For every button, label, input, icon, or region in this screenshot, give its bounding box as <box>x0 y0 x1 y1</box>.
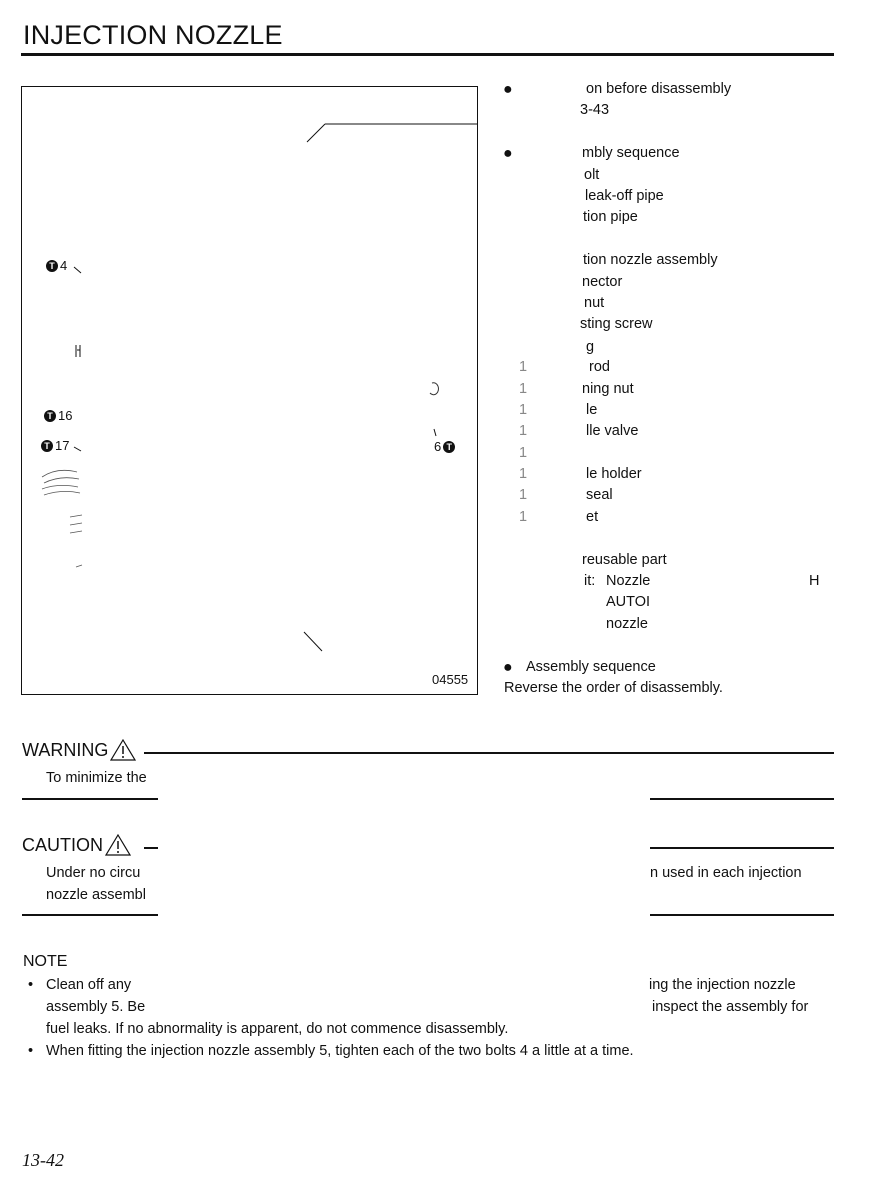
list-item: ning nut <box>582 381 634 397</box>
figure-code: 04555 <box>432 672 469 687</box>
callout-17: T 17 <box>41 438 69 453</box>
note-bullet1-line2-left: assembly 5. Be <box>46 999 146 1015</box>
caution-text-right: n used in each injection <box>650 865 802 881</box>
list-number-fragment: 1 <box>519 381 528 397</box>
list-number-fragment: 1 <box>519 509 528 525</box>
section3-text: Reverse the order of disassembly. <box>504 680 723 696</box>
warning-triangle-icon <box>110 739 136 761</box>
warning-label: WARNING <box>22 740 109 760</box>
callout-6: 6 T <box>434 439 455 454</box>
section3-heading: Assembly sequence <box>526 659 656 675</box>
note-bullet1-line3: fuel leaks. If no abnormality is apparent, do not commence disassembly. <box>46 1021 509 1037</box>
list-number-fragment: 1 <box>519 466 528 482</box>
list-item: le holder <box>586 466 642 482</box>
caution-text-left: Under no circu <box>46 865 141 881</box>
torque-icon: T <box>443 441 455 453</box>
note-bullet1-line1-left: Clean off any <box>46 977 132 993</box>
list-item: mbly sequence <box>582 145 680 161</box>
page-number: 13-42 <box>22 1150 64 1170</box>
list-number-fragment: 1 <box>519 423 528 439</box>
caution-label: CAUTION <box>22 835 103 855</box>
bullet-icon: ● <box>503 659 513 676</box>
list-item: reusable part <box>582 552 667 568</box>
list-item: seal <box>586 487 613 503</box>
bullet-marker: • <box>28 977 34 993</box>
list-item: g <box>586 339 595 355</box>
list-number-fragment: 1 <box>519 402 528 418</box>
torque-icon: T <box>44 410 56 422</box>
occlusion-mask <box>158 762 650 924</box>
list-item: tion nozzle assembly <box>583 252 718 268</box>
bullet-icon: ● <box>503 145 513 162</box>
list-item: Nozzle <box>606 573 651 589</box>
list-item: tion pipe <box>583 209 638 225</box>
note-label: NOTE <box>23 953 68 970</box>
list-item: AUTOI <box>606 594 651 610</box>
warning-top-rule <box>144 752 834 754</box>
list-item: rod <box>589 359 610 375</box>
list-item: sting screw <box>580 316 653 332</box>
list-item: nut <box>584 295 605 311</box>
bullet-icon: ● <box>503 81 513 98</box>
list-item: olt <box>584 167 600 183</box>
section1-line2: 3-43 <box>580 102 610 118</box>
note-bullet1-line1-right: ing the injection nozzle <box>649 977 796 993</box>
list-item: nozzle <box>606 616 648 632</box>
occlusion-mask <box>158 974 648 1014</box>
section1-line1: on before disassembly <box>586 81 732 97</box>
warning-text: To minimize the <box>46 770 147 786</box>
list-number-fragment: 1 <box>519 359 528 375</box>
list-number-fragment: 1 <box>519 487 528 503</box>
list-item: it: <box>584 573 596 589</box>
list-item: le <box>586 402 598 418</box>
note-bullet1-line2-right: inspect the assembly for <box>652 999 809 1015</box>
note-bullet2-text: When fitting the injection nozzle assembly 5, tighten each of the two bolts 4 a little at a time. <box>46 1043 634 1059</box>
caution-triangle-icon <box>105 834 131 856</box>
list-number-fragment: 1 <box>519 445 528 461</box>
bullet-marker: • <box>28 1043 34 1059</box>
page-title: INJECTION NOZZLE <box>23 20 283 50</box>
list-item: nector <box>582 274 623 290</box>
list-item: et <box>586 509 599 525</box>
caution-text-line2: nozzle assembl <box>46 887 146 903</box>
torque-icon: T <box>41 440 53 452</box>
list-item: leak-off pipe <box>585 188 664 204</box>
callout-4: T 4 <box>46 258 67 273</box>
torque-icon: T <box>46 260 58 272</box>
list-item: H <box>809 573 820 589</box>
callout-16: T 16 <box>44 408 72 423</box>
list-item: lle valve <box>586 423 639 439</box>
